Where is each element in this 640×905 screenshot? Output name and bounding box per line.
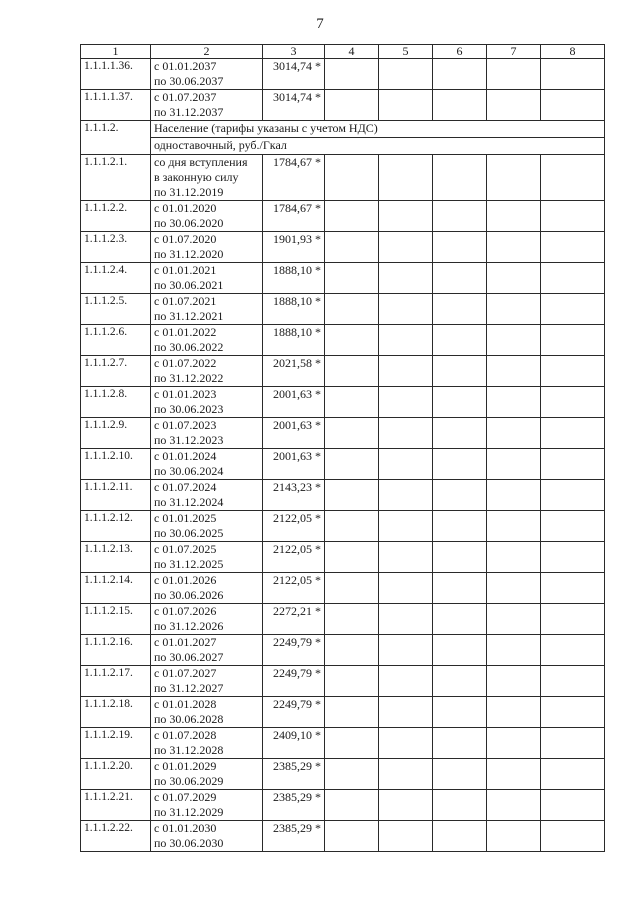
empty-cell-col-8 xyxy=(541,759,605,790)
tariff-value: 1888,10 * xyxy=(263,294,325,325)
tariff-value: 2385,29 * xyxy=(263,759,325,790)
empty-cell-col-4 xyxy=(325,418,379,449)
period-line: по 30.06.2024 xyxy=(154,464,224,478)
empty-cell-col-5 xyxy=(379,635,433,666)
row-number: 1.1.1.2.3. xyxy=(81,232,151,263)
period-cell xyxy=(151,201,263,232)
row-number: 1.1.1.2.20. xyxy=(81,759,151,790)
period-line: по 31.12.2021 xyxy=(154,309,224,323)
period-line: с 01.07.2021 xyxy=(154,294,217,308)
empty-cell-col-4 xyxy=(325,232,379,263)
tariff-value: 2385,29 * xyxy=(263,821,325,852)
period-line: с 01.07.2023 xyxy=(154,418,217,432)
empty-cell-col-5 xyxy=(379,59,433,90)
empty-cell-col-7 xyxy=(487,356,541,387)
table-row xyxy=(81,635,605,666)
table-row xyxy=(81,356,605,387)
empty-cell-col-7 xyxy=(487,294,541,325)
period-line: по 30.06.2026 xyxy=(154,588,224,602)
period-line: по 31.12.2024 xyxy=(154,495,224,509)
period-cell xyxy=(151,263,263,294)
period-line: по 31.12.2028 xyxy=(154,743,224,757)
empty-cell-col-7 xyxy=(487,511,541,542)
period-line: с 01.07.2028 xyxy=(154,728,217,742)
period-line: с 01.07.2022 xyxy=(154,356,217,370)
empty-cell-col-4 xyxy=(325,511,379,542)
empty-cell-col-6 xyxy=(433,90,487,121)
empty-cell-col-5 xyxy=(379,263,433,294)
empty-cell-col-6 xyxy=(433,511,487,542)
period-cell xyxy=(151,542,263,573)
column-header-3: 3 xyxy=(263,45,325,59)
empty-cell-col-6 xyxy=(433,697,487,728)
empty-cell-col-6 xyxy=(433,418,487,449)
empty-cell-col-6 xyxy=(433,542,487,573)
row-number: 1.1.1.2.10. xyxy=(81,449,151,480)
empty-cell-col-6 xyxy=(433,480,487,511)
empty-cell-col-6 xyxy=(433,759,487,790)
row-number: 1.1.1.2.19. xyxy=(81,728,151,759)
tariff-value: 2143,23 * xyxy=(263,480,325,511)
empty-cell-col-8 xyxy=(541,232,605,263)
empty-cell-col-5 xyxy=(379,573,433,604)
table-row xyxy=(81,728,605,759)
period-cell xyxy=(151,573,263,604)
empty-cell-col-8 xyxy=(541,59,605,90)
period-line: по 31.12.2037 xyxy=(154,105,224,119)
empty-cell-col-8 xyxy=(541,387,605,418)
empty-cell-col-5 xyxy=(379,604,433,635)
table-body xyxy=(81,59,605,852)
page-number: 7 xyxy=(316,16,324,32)
period-cell xyxy=(151,604,263,635)
empty-cell-col-8 xyxy=(541,635,605,666)
table-row xyxy=(81,155,605,201)
table-row xyxy=(81,542,605,573)
tariff-value: 2001,63 * xyxy=(263,387,325,418)
row-number: 1.1.1.2.13. xyxy=(81,542,151,573)
empty-cell-col-5 xyxy=(379,790,433,821)
table-row xyxy=(81,759,605,790)
table-row xyxy=(81,387,605,418)
empty-cell-col-4 xyxy=(325,263,379,294)
period-cell xyxy=(151,666,263,697)
table-row xyxy=(81,790,605,821)
row-number: 1.1.1.2.9. xyxy=(81,418,151,449)
empty-cell-col-4 xyxy=(325,635,379,666)
row-number: 1.1.1.2.2. xyxy=(81,201,151,232)
table-row xyxy=(81,511,605,542)
empty-cell-col-6 xyxy=(433,790,487,821)
period-line: с 01.01.2024 xyxy=(154,449,217,463)
section-number: 1.1.1.2. xyxy=(81,121,151,155)
period-line: по 31.12.2023 xyxy=(154,433,224,447)
table-row xyxy=(81,232,605,263)
column-header-2: 2 xyxy=(151,45,263,59)
table-row xyxy=(81,325,605,356)
empty-cell-col-4 xyxy=(325,697,379,728)
table-row xyxy=(81,573,605,604)
empty-cell-col-4 xyxy=(325,666,379,697)
empty-cell-col-7 xyxy=(487,232,541,263)
row-number: 1.1.1.2.14. xyxy=(81,573,151,604)
empty-cell-col-7 xyxy=(487,728,541,759)
tariff-value: 2272,21 * xyxy=(263,604,325,635)
empty-cell-col-5 xyxy=(379,666,433,697)
empty-cell-col-4 xyxy=(325,480,379,511)
table-row xyxy=(81,263,605,294)
empty-cell-col-5 xyxy=(379,232,433,263)
tariff-value: 3014,74 * xyxy=(263,90,325,121)
tariff-value: 2385,29 * xyxy=(263,790,325,821)
table-row xyxy=(81,59,605,90)
empty-cell-col-6 xyxy=(433,232,487,263)
column-header-5: 5 xyxy=(379,45,433,59)
period-cell xyxy=(151,356,263,387)
empty-cell-col-4 xyxy=(325,356,379,387)
empty-cell-col-7 xyxy=(487,325,541,356)
empty-cell-col-4 xyxy=(325,387,379,418)
period-line: с 01.01.2023 xyxy=(154,387,217,401)
period-cell xyxy=(151,155,263,201)
period-cell xyxy=(151,728,263,759)
empty-cell-col-6 xyxy=(433,604,487,635)
empty-cell-col-7 xyxy=(487,635,541,666)
period-line: по 31.12.2019 xyxy=(154,185,224,199)
empty-cell-col-6 xyxy=(433,573,487,604)
section-title: Население (тарифы указаны с учетом НДС) xyxy=(151,121,605,138)
empty-cell-col-8 xyxy=(541,294,605,325)
empty-cell-col-5 xyxy=(379,542,433,573)
empty-cell-col-7 xyxy=(487,387,541,418)
empty-cell-col-7 xyxy=(487,201,541,232)
tariff-value: 2001,63 * xyxy=(263,418,325,449)
empty-cell-col-8 xyxy=(541,697,605,728)
empty-cell-col-6 xyxy=(433,59,487,90)
period-cell xyxy=(151,635,263,666)
table-header xyxy=(81,45,605,59)
empty-cell-col-6 xyxy=(433,325,487,356)
tariff-value: 2249,79 * xyxy=(263,697,325,728)
empty-cell-col-7 xyxy=(487,59,541,90)
empty-cell-col-8 xyxy=(541,356,605,387)
empty-cell-col-5 xyxy=(379,821,433,852)
empty-cell-col-7 xyxy=(487,697,541,728)
table-row xyxy=(81,821,605,852)
empty-cell-col-8 xyxy=(541,790,605,821)
empty-cell-col-5 xyxy=(379,697,433,728)
row-number: 1.1.1.2.21. xyxy=(81,790,151,821)
tariff-table xyxy=(80,44,605,852)
tariff-value: 2122,05 * xyxy=(263,511,325,542)
empty-cell-col-4 xyxy=(325,325,379,356)
row-number: 1.1.1.2.17. xyxy=(81,666,151,697)
empty-cell-col-5 xyxy=(379,480,433,511)
empty-cell-col-4 xyxy=(325,573,379,604)
empty-cell-col-7 xyxy=(487,542,541,573)
tariff-value: 2021,58 * xyxy=(263,356,325,387)
empty-cell-col-7 xyxy=(487,480,541,511)
empty-cell-col-4 xyxy=(325,542,379,573)
period-line: по 31.12.2027 xyxy=(154,681,224,695)
period-line: со дня вступления xyxy=(154,155,248,169)
empty-cell-col-8 xyxy=(541,480,605,511)
row-number: 1.1.1.2.5. xyxy=(81,294,151,325)
period-cell xyxy=(151,325,263,356)
empty-cell-col-6 xyxy=(433,201,487,232)
empty-cell-col-7 xyxy=(487,604,541,635)
empty-cell-col-6 xyxy=(433,821,487,852)
period-line: по 30.06.2025 xyxy=(154,526,224,540)
table-row xyxy=(81,604,605,635)
empty-cell-col-6 xyxy=(433,666,487,697)
period-line: по 30.06.2020 xyxy=(154,216,224,230)
period-line: с 01.07.2025 xyxy=(154,542,217,556)
table-row xyxy=(81,418,605,449)
period-line: по 30.06.2022 xyxy=(154,340,224,354)
period-cell xyxy=(151,821,263,852)
empty-cell-col-4 xyxy=(325,821,379,852)
tariff-value: 1888,10 * xyxy=(263,325,325,356)
period-cell xyxy=(151,418,263,449)
tariff-value: 2122,05 * xyxy=(263,573,325,604)
period-line: по 30.06.2023 xyxy=(154,402,224,416)
table-row xyxy=(81,90,605,121)
empty-cell-col-8 xyxy=(541,728,605,759)
period-cell xyxy=(151,449,263,480)
period-line: с 01.07.2029 xyxy=(154,790,217,804)
empty-cell-col-4 xyxy=(325,155,379,201)
period-line: с 01.07.2020 xyxy=(154,232,217,246)
row-number: 1.1.1.2.15. xyxy=(81,604,151,635)
empty-cell-col-7 xyxy=(487,573,541,604)
period-line: с 01.07.2026 xyxy=(154,604,217,618)
empty-cell-col-5 xyxy=(379,294,433,325)
tariff-value: 1784,67 * xyxy=(263,155,325,201)
empty-cell-col-7 xyxy=(487,263,541,294)
empty-cell-col-6 xyxy=(433,356,487,387)
period-line: с 01.01.2022 xyxy=(154,325,217,339)
period-cell xyxy=(151,387,263,418)
period-cell xyxy=(151,697,263,728)
table-row xyxy=(81,697,605,728)
empty-cell-col-6 xyxy=(433,635,487,666)
empty-cell-col-7 xyxy=(487,821,541,852)
period-line: по 31.12.2029 xyxy=(154,805,224,819)
empty-cell-col-8 xyxy=(541,666,605,697)
table-row xyxy=(81,294,605,325)
empty-cell-col-8 xyxy=(541,325,605,356)
empty-cell-col-4 xyxy=(325,90,379,121)
table-row xyxy=(81,480,605,511)
empty-cell-col-7 xyxy=(487,449,541,480)
empty-cell-col-4 xyxy=(325,790,379,821)
row-number: 1.1.1.2.11. xyxy=(81,480,151,511)
period-cell xyxy=(151,790,263,821)
section-subtitle-row xyxy=(81,138,605,155)
empty-cell-col-8 xyxy=(541,155,605,201)
period-cell xyxy=(151,480,263,511)
tariff-value: 1784,67 * xyxy=(263,201,325,232)
period-line: по 31.12.2020 xyxy=(154,247,224,261)
empty-cell-col-7 xyxy=(487,418,541,449)
tariff-value: 2001,63 * xyxy=(263,449,325,480)
empty-cell-col-8 xyxy=(541,511,605,542)
row-number: 1.1.1.2.22. xyxy=(81,821,151,852)
row-number: 1.1.1.2.16. xyxy=(81,635,151,666)
tariff-value: 2122,05 * xyxy=(263,542,325,573)
period-line: по 30.06.2021 xyxy=(154,278,224,292)
period-line: с 01.07.2027 xyxy=(154,666,217,680)
empty-cell-col-8 xyxy=(541,90,605,121)
row-number: 1.1.1.2.4. xyxy=(81,263,151,294)
empty-cell-col-6 xyxy=(433,387,487,418)
section-subtitle: одноставочный, руб./Гкал xyxy=(151,138,605,155)
row-number: 1.1.1.1.36. xyxy=(81,59,151,90)
empty-cell-col-4 xyxy=(325,294,379,325)
tariff-value: 2249,79 * xyxy=(263,666,325,697)
empty-cell-col-6 xyxy=(433,294,487,325)
period-line: с 01.07.2024 xyxy=(154,480,217,494)
column-header-8: 8 xyxy=(541,45,605,59)
empty-cell-col-7 xyxy=(487,759,541,790)
empty-cell-col-5 xyxy=(379,449,433,480)
empty-cell-col-5 xyxy=(379,356,433,387)
period-line: по 30.06.2027 xyxy=(154,650,224,664)
period-line: с 01.07.2037 xyxy=(154,90,217,104)
table-row xyxy=(81,201,605,232)
period-line: с 01.01.2030 xyxy=(154,821,217,835)
empty-cell-col-5 xyxy=(379,728,433,759)
empty-cell-col-7 xyxy=(487,666,541,697)
tariff-value: 2249,79 * xyxy=(263,635,325,666)
empty-cell-col-4 xyxy=(325,759,379,790)
empty-cell-col-8 xyxy=(541,542,605,573)
period-line: по 31.12.2026 xyxy=(154,619,224,633)
empty-cell-col-6 xyxy=(433,449,487,480)
period-line: по 30.06.2029 xyxy=(154,774,224,788)
table-row xyxy=(81,666,605,697)
period-line: по 31.12.2022 xyxy=(154,371,224,385)
period-line: в законную силу xyxy=(154,170,239,184)
empty-cell-col-4 xyxy=(325,604,379,635)
period-cell xyxy=(151,59,263,90)
tariff-value: 2409,10 * xyxy=(263,728,325,759)
period-line: с 01.01.2026 xyxy=(154,573,217,587)
period-line: с 01.01.2037 xyxy=(154,59,217,73)
empty-cell-col-4 xyxy=(325,59,379,90)
row-number: 1.1.1.2.6. xyxy=(81,325,151,356)
empty-cell-col-5 xyxy=(379,201,433,232)
column-header-6: 6 xyxy=(433,45,487,59)
column-header-7: 7 xyxy=(487,45,541,59)
period-cell xyxy=(151,294,263,325)
row-number: 1.1.1.1.37. xyxy=(81,90,151,121)
empty-cell-col-8 xyxy=(541,201,605,232)
empty-cell-col-5 xyxy=(379,387,433,418)
row-number: 1.1.1.2.18. xyxy=(81,697,151,728)
period-line: по 30.06.2028 xyxy=(154,712,224,726)
column-header-1: 1 xyxy=(81,45,151,59)
empty-cell-col-5 xyxy=(379,418,433,449)
empty-cell-col-4 xyxy=(325,449,379,480)
period-cell xyxy=(151,90,263,121)
empty-cell-col-8 xyxy=(541,263,605,294)
empty-cell-col-6 xyxy=(433,263,487,294)
empty-cell-col-8 xyxy=(541,604,605,635)
row-number: 1.1.1.2.7. xyxy=(81,356,151,387)
empty-cell-col-4 xyxy=(325,728,379,759)
column-header-4: 4 xyxy=(325,45,379,59)
empty-cell-col-7 xyxy=(487,790,541,821)
empty-cell-col-5 xyxy=(379,90,433,121)
period-line: с 01.01.2029 xyxy=(154,759,217,773)
empty-cell-col-8 xyxy=(541,418,605,449)
empty-cell-col-4 xyxy=(325,201,379,232)
empty-cell-col-5 xyxy=(379,325,433,356)
empty-cell-col-8 xyxy=(541,573,605,604)
row-number: 1.1.1.2.8. xyxy=(81,387,151,418)
empty-cell-col-7 xyxy=(487,155,541,201)
empty-cell-col-7 xyxy=(487,90,541,121)
period-cell xyxy=(151,759,263,790)
empty-cell-col-6 xyxy=(433,155,487,201)
period-line: с 01.01.2027 xyxy=(154,635,217,649)
period-line: по 30.06.2037 xyxy=(154,74,224,88)
period-line: с 01.01.2020 xyxy=(154,201,217,215)
tariff-value: 3014,74 * xyxy=(263,59,325,90)
empty-cell-col-6 xyxy=(433,728,487,759)
period-line: с 01.01.2025 xyxy=(154,511,217,525)
period-line: с 01.01.2021 xyxy=(154,263,217,277)
empty-cell-col-8 xyxy=(541,821,605,852)
period-line: по 31.12.2025 xyxy=(154,557,224,571)
empty-cell-col-5 xyxy=(379,511,433,542)
tariff-value: 1901,93 * xyxy=(263,232,325,263)
period-line: с 01.01.2028 xyxy=(154,697,217,711)
section-row xyxy=(81,121,605,138)
empty-cell-col-5 xyxy=(379,759,433,790)
period-cell xyxy=(151,232,263,263)
tariff-value: 1888,10 * xyxy=(263,263,325,294)
empty-cell-col-8 xyxy=(541,449,605,480)
empty-cell-col-5 xyxy=(379,155,433,201)
row-number: 1.1.1.2.1. xyxy=(81,155,151,201)
period-cell xyxy=(151,511,263,542)
row-number: 1.1.1.2.12. xyxy=(81,511,151,542)
table-row xyxy=(81,449,605,480)
period-line: по 30.06.2030 xyxy=(154,836,224,850)
